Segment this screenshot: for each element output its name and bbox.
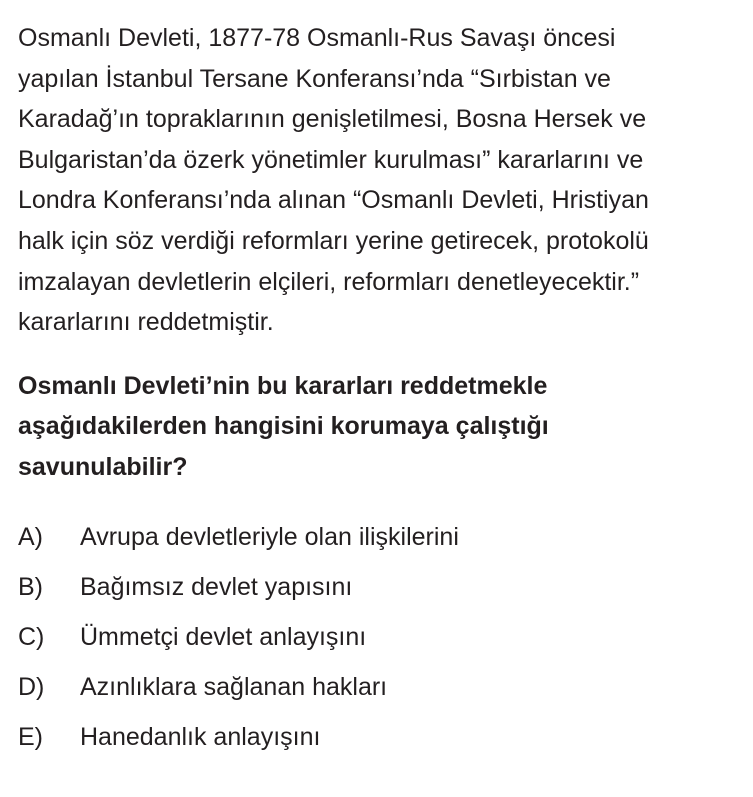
option-text: Hanedanlık anlayışını bbox=[80, 722, 321, 751]
option-text: Azınlıklara sağlanan hakları bbox=[80, 672, 388, 701]
passage-line: Karadağ’ın topraklarının genişletilmesi, Bosna Hersek ve bbox=[18, 105, 647, 134]
passage-line: yapılan İstanbul Tersane Konferansı’nda “Sırbistan ve bbox=[18, 64, 611, 93]
stem-line: aşağıdakilerden hangisini korumaya çalıştığı bbox=[18, 412, 549, 441]
passage-line: imzalayan devletlerin elçileri, reformları denetleyecektir.” bbox=[18, 267, 640, 296]
option-d[interactable] bbox=[18, 667, 743, 717]
passage-line: kararlarını reddetmiştir. bbox=[18, 308, 274, 337]
option-c[interactable] bbox=[18, 617, 743, 667]
passage-line: Londra Konferansı’nda alınan “Osmanlı Devleti, Hristiyan bbox=[18, 186, 649, 215]
option-letter: E) bbox=[18, 722, 43, 751]
option-a[interactable] bbox=[18, 517, 743, 567]
option-text: Ümmetçi devlet anlayışını bbox=[80, 622, 367, 651]
option-letter: B) bbox=[18, 572, 43, 601]
option-letter: D) bbox=[18, 672, 45, 701]
option-letter: A) bbox=[18, 522, 43, 551]
passage-line: Bulgaristan’da özerk yönetimler kurulması” kararlarını ve bbox=[18, 145, 644, 174]
passage-line: halk için söz verdiği reformları yerine getirecek, protokolü bbox=[18, 226, 649, 255]
stem-line: Osmanlı Devleti’nin bu kararları reddetmekle bbox=[18, 371, 548, 400]
option-text: Avrupa devletleriyle olan ilişkilerini bbox=[80, 522, 459, 551]
passage-line: Osmanlı Devleti, 1877-78 Osmanlı-Rus Savaşı öncesi bbox=[18, 24, 616, 52]
option-text: Bağımsız devlet yapısını bbox=[80, 572, 353, 601]
option-b[interactable] bbox=[18, 567, 743, 617]
stem-line: savunulabilir? bbox=[18, 452, 188, 481]
option-letter: C) bbox=[18, 622, 45, 651]
answer-options bbox=[18, 517, 743, 767]
question-passage bbox=[18, 18, 743, 343]
option-e[interactable] bbox=[18, 717, 743, 767]
question-block bbox=[18, 18, 743, 767]
question-stem bbox=[18, 366, 743, 488]
